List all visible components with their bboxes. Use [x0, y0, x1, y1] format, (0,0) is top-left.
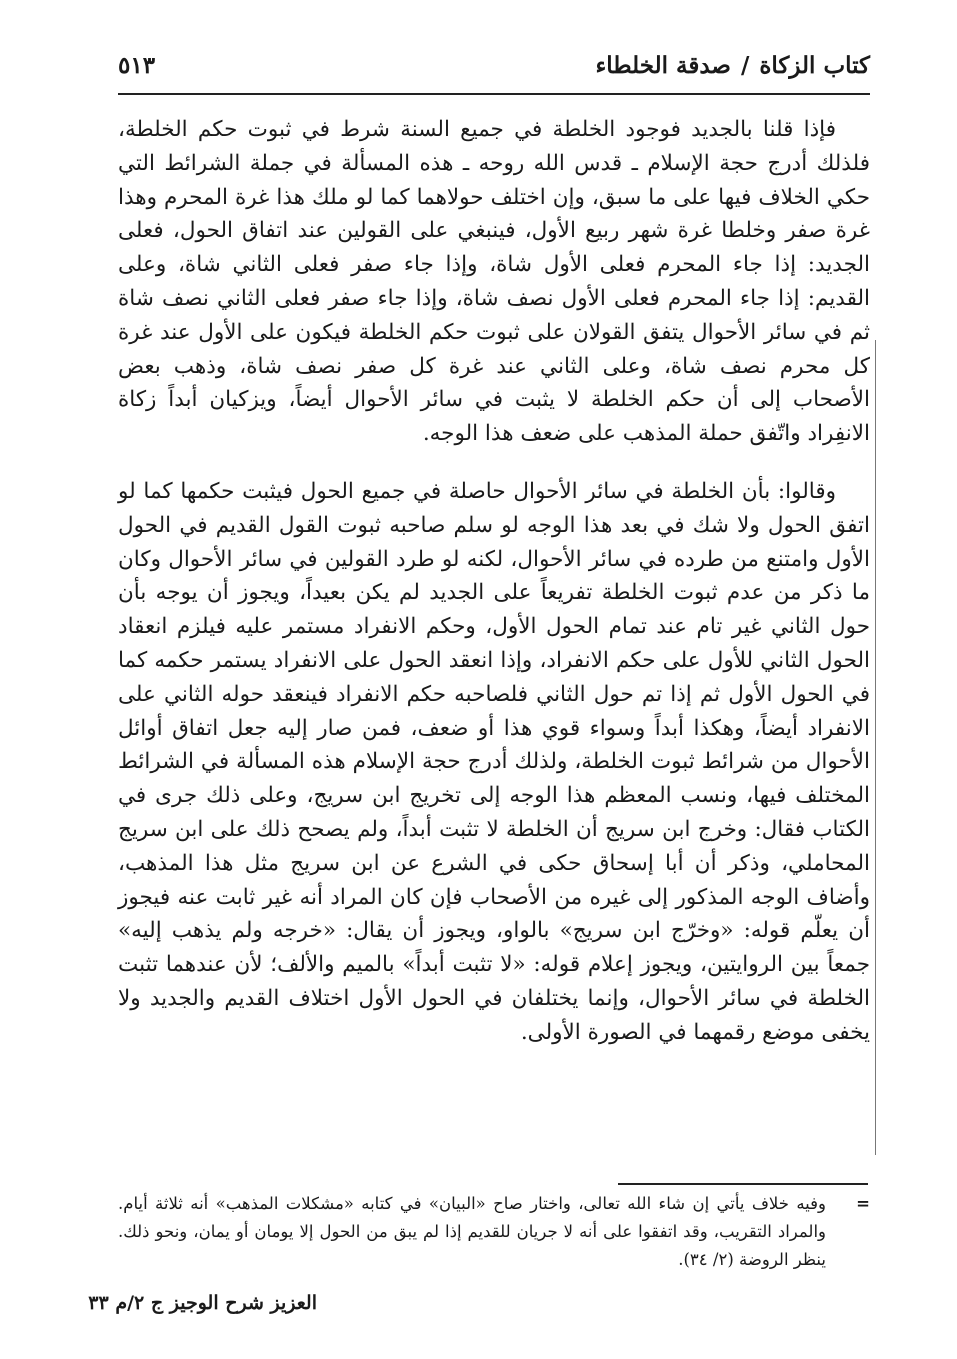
header-title — [595, 52, 870, 79]
page-number: ٥١٣ — [118, 52, 156, 79]
paragraph-1: فإذا قلنا بالجديد فوجود الخلطة في جميع السنة شرط في ثبوت حكم الخلطة، فلذلك أدرج حجة الإسلام ـ قدس الله روحه ـ هذه المسألة في جملة الشرائط التي حكي الخلاف فيها على ما سبق، وإن اختلف حولاهما كما لو ملك هذا غرة المحرم وهذا غرة صفر وخلطا غرة شهر ربيع الأول، فينبغي على القولين عند اتفاق الحول، فعلى الجديد: إذا جاء المحرم فعلى الأول شاة، وإذا جاء صفر فعلى الثاني شاة، وعلى القديم: إذا جاء المحرم فعلى الأول نصف شاة، وإذا جاء صفر فعلى الثاني نصف شاة ثم في سائر الأحوال يتفق القولان على ثبوت حكم الخلطة فيكون على الأول عند غرة كل محرم نصف شاة، وعلى الثاني عند غرة كل صفر نصف شاة، وذهب بعض الأصحاب إلى أن حكم الخلطة لا يثبت في سائر الأحوال أيضاً، ويزكيان أبداً زكاة الانفِراد واتّفق حملة المذهب على ضعف هذا الوجه. — [118, 117, 870, 447]
footnote-item — [118, 1190, 870, 1274]
main-text — [118, 113, 870, 1050]
page-signature: العزيز شرح الوجيز ج ٢/م ٣٣ — [88, 1292, 317, 1314]
margin-line — [875, 340, 876, 1155]
paragraph-2: وقالوا: بأن الخلطة في سائر الأحوال حاصلة في جميع الحول فيثبت حكمها كما لو اتفق الحول ولا شك في بعد هذا الوجه لو سلم صاحبه ثبوت القول القديم في الحول الأول وامتنع من طرده في سائر الأحوال، لكنه لو طرد القولين في سائر الأحوال وكان ما ذكر من عدم ثبوت الخلطة تفريعاً على الجديد لم يكن بعيداً، ويجوز أن يوجه بأن حول الثاني غير تام عند تمام الحول الأول، وحكم الانفراد مستمر عليه فيلزم انعقاد الحول الثاني للأول على حكم الانفراد، وإذا انعقد الحول على الانفراد يستمر حكمه كما في الحول الأول ثم إذا تم حول الثاني فلصاحبه حكم الانفراد فينعقد حوله الثاني على الانفراد أيضاً، وهكذا أبداً وسواء قوي هذا أو ضعف، فمن صار إليه جعل اتفاق أوائل الأحوال من شرائط ثبوت الخلطة، ولذلك أدرج حجة الإسلام هذه المسألة في الشرائط المختلف فيها، ونسب المعظم هذا الوجه إلى تخريج ابن سريج، وعلى ذلك جرى في الكتاب فقال: وخرج ابن سريج أن الخلطة لا تثبت أبداً، ولم يصحح ذلك على ابن سريج المحاملي، وذكر أن أبا إسحاق حكى في الشرع عن ابن سريج مثل هذا المذهب، وأضاف الوجه المذكور إلى غيره من الأصحاب فإن كان المراد أنه غير ثابت عنه فيجوز أن يعلّم قوله: «وخرّج ابن سريج» بالواو، ويجوز أن يقال: «خرجه ولم يذهب إليه» جمعاً بين الروايتين، ويجوز إعلام قوله: «لا تثبت أبداً» بالميم والألف؛ لأن عندهما تثبت الخلطة في سائر الأحوال، وإنما يختلفان في الحول الأول اختلاف القديم والجديد ولا يخفى موضع رقمهما في الصورة الأولى. — [118, 478, 870, 1045]
book-title: كتاب الزكاة — [759, 52, 870, 79]
chapter-title: صدقة الخلطاء — [595, 52, 731, 79]
footnote-rule — [618, 1183, 868, 1185]
footnote-text: وفيه خلاف يأتي إن شاء الله تعالى، واختار صاح «البيان» في كتابه «مشكلات المذهب» أنه ثلاثة أيام. والمراد التقريب، وقد اتفقوا على أنه لا جريان للقديم إذا لم يبق من الحول إلا يومان أو يمان، ونحو ذلك. ينظر الروضة (٢/ ٣٤). — [118, 1194, 826, 1269]
footnote-mark: = — [856, 1194, 870, 1213]
header-separator: / — [740, 52, 750, 79]
running-header — [118, 52, 870, 92]
footnotes — [118, 1190, 870, 1274]
header-rule — [118, 93, 870, 95]
